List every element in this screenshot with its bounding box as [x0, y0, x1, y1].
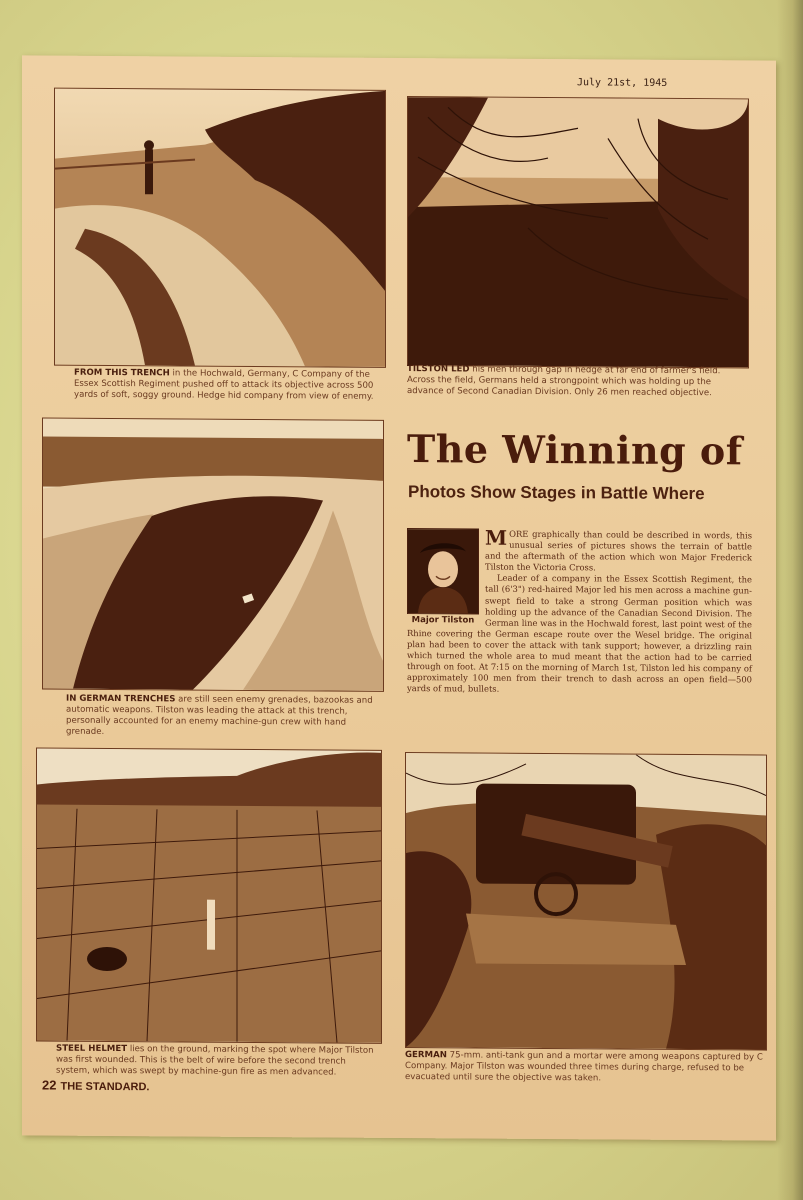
drop-cap: M: [485, 525, 508, 550]
caption-trench-text: in the Hochwald, Germany, C Company of the Essex Scottish Regiment pushed off to attack its objective across 500 yards of soft, soggy ground. Hedge hid company from view of enemy.: [74, 368, 374, 402]
publication-name: THE STANDARD.: [60, 1080, 150, 1094]
photo-trench-hochwald: [54, 88, 386, 368]
magazine-page: [22, 55, 776, 1140]
portrait-caption: Major Tilston: [411, 615, 475, 626]
caption-german-trench-lead: IN GERMAN TRENCHES: [66, 693, 176, 705]
caption-gun-text: 75-mm. anti-tank gun and a mortar were among weapons captured by C Company. Major Tilston was wounded three times during charge, refused to be evacuated until sure the objective was taken.: [405, 1050, 763, 1084]
date-line: July 21st, 1945: [577, 77, 668, 89]
photo-hedge-gap: [407, 96, 749, 368]
portrait-spacer: [407, 528, 485, 625]
headline: The Winning of: [407, 426, 743, 474]
page-footer: [42, 1078, 149, 1094]
caption-trench: [74, 368, 384, 403]
book-edge-shadow: [777, 0, 803, 1200]
photo-german-gun: [405, 752, 767, 1051]
caption-gun: [405, 1050, 763, 1085]
article-paragraph-2: Leader of a company in the Essex Scottish Regiment, the tall (6'3") red-haired Major led his men across a machine gun-swept field to take a strong German position which was holding up the advance of the Canadian Second Division. The German line was in the Hochwald forest, last point west of the Rhine covering the German escape route over the Wesel bridge. The original plan had been to cover the attack with tank support; however, a drizzling rain which turned the whole area to mud meant that the action had to be carried through on foot. At 7:15 on the morning of March 1st, Tilston led his company of approximately 100 men from their trench to dash across an open field—500 yards of mud, bullets.: [407, 573, 752, 695]
caption-helmet-lead: STEEL HELMET: [56, 1043, 128, 1055]
caption-hedge-lead: TILSTON LED: [407, 364, 470, 375]
caption-hedge: [407, 364, 747, 399]
subheadline: Photos Show Stages in Battle Where: [408, 482, 705, 504]
caption-german-trench-text: are still seen enemy grenades, bazookas and automatic weapons. Tilston was leading the attack at this trench, personally accounted for an enemy machine-gun crew with hand grenade.: [66, 694, 373, 737]
article-paragraph-1-text: ORE graphically than could be described in words, this unusual series of pictures shows the terrain of battle and the aftermath of the action which won Major Frederick Tilston the Victoria Cross.: [485, 528, 752, 573]
photo-steel-helmet: [36, 747, 382, 1043]
caption-helmet: [56, 1044, 380, 1079]
caption-gun-lead: GERMAN: [405, 1050, 447, 1061]
photo-german-trench: [42, 418, 384, 692]
caption-hedge-text: his men through gap in hedge at far end of farmer's field. Across the field, Germans held a strongpoint which was holding up the advance of Second Canadian Division. Only 26 men reached objective.: [407, 364, 721, 399]
caption-german-trench: [66, 694, 382, 740]
caption-trench-lead: FROM THIS TRENCH: [74, 367, 170, 379]
page-number: 22: [42, 1077, 57, 1093]
caption-helmet-text: lies on the ground, marking the spot where Major Tilston was first wounded. This is the belt of wire before the second trench system, which was swept by machine-gun fire as men advanced.: [56, 1044, 374, 1078]
article-body: [407, 525, 752, 697]
